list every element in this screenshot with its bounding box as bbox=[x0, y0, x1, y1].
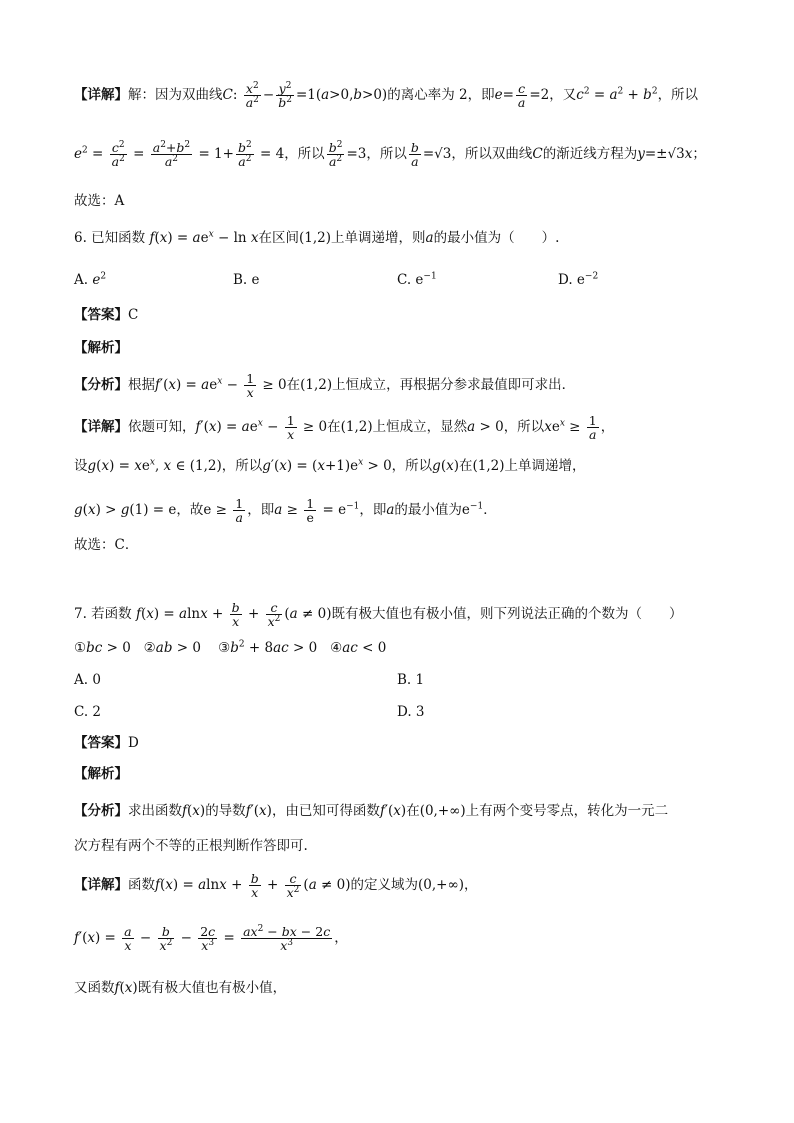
q7-fenxi-line-2: 次方程有两个不等的正根判断作答即可. bbox=[74, 838, 308, 854]
q6-option-a[interactable]: A. $e^2$ bbox=[74, 271, 107, 288]
q7-fenxi-line-1: 【分析】求出函数f(x)的导数f′(x)，由已知可得函数f′(x)在(0,+∞)上有两个变号零点，转化为一元二 bbox=[74, 803, 669, 819]
q6-stem: 6. 已知函数 $f(x) = ae^x - \ln x$在区间(1,2)上单调递增，则a的最小值为（ ）. bbox=[74, 229, 560, 246]
q7-analysis-label: 【解析】 bbox=[74, 766, 128, 782]
q7-statements: ①bc > 0 ②ab > 0 $③b^2 + 8ac > 0$ ④ac < 0 bbox=[74, 639, 387, 656]
q5-detail-line-1: 【详解】解：因为双曲线C: $\frac{x^2}{a^2}$ − $\frac{y^2}{b^2}$ =1(a>0,b>0)的离心率为 2，即e= $\frac{c}{a}$ =2，又$c^2 = a^2 + b^2$，所以 bbox=[74, 80, 699, 111]
q7-stem: 7. 若函数 f(x) = alnx + $\frac{b}{x}$ + $\frac{c}{x^2}$ (a ≠ 0)既有极大值也有极小值，则下列说法正确的个数为（ ） bbox=[74, 600, 683, 630]
q6-answer: 【答案】C bbox=[74, 307, 139, 323]
q7-option-b[interactable]: B. 1 bbox=[397, 672, 425, 688]
q6-detail-line-3: g(x) > g(1) = e，故e ≥ $\frac{1}{a}$ ，即a ≥ $\frac{1}{e}$ = $e^{-1}$，即a的最小值为$e^{-1}$． bbox=[74, 496, 497, 526]
detail-label: 【详解】 bbox=[74, 87, 128, 104]
q5-detail-line-2: $e^2$ = $\frac{c^2}{a^2}$ = $\frac{a^2+b^2}{a^2}$ = 1+ $\frac{b^2}{a^2}$ = 4，所以 $\frac{b^2}{a^2}$ =3，所以 $\frac{b}{a}$ =√3，所以双曲线C的渐近线方程为y=±√3x； bbox=[74, 139, 706, 170]
q6-detail-line-2: 设$g(x) = xe^x$, x ∈ (1,2)，所以$g'(x) = (x+1)e^x > 0$，所以g(x)在(1,2)上单调递增， bbox=[74, 457, 586, 474]
q7-answer: 【答案】D bbox=[74, 735, 139, 751]
q7-detail-line-1: 【详解】函数f(x) = alnx + $\frac{b}{x}$ + $\frac{c}{x^2}$ (a ≠ 0)的定义域为(0,+∞)， bbox=[74, 871, 478, 901]
q6-detail-line-1: 【详解】依题可知，$f'(x) = ae^x$ − $\frac{1}{x}$ ≥ 0在(1,2)上恒成立，显然a > 0，所以$xe^x$ ≥ $\frac{1}{a}$ ， bbox=[74, 413, 615, 443]
q6-option-c[interactable]: C. $e^{-1}$ bbox=[397, 271, 437, 288]
q6-option-d[interactable]: D. $e^{-2}$ bbox=[558, 271, 599, 288]
q7-last-line: 又函数f(x)既有极大值也有极小值， bbox=[74, 980, 287, 996]
q6-select: 故选：C． bbox=[74, 537, 139, 553]
q5-select: 故选：A bbox=[74, 193, 125, 209]
q6-analysis-label: 【解析】 bbox=[74, 340, 128, 356]
q7-option-c[interactable]: C. 2 bbox=[74, 704, 102, 720]
q7-derivative: f′(x) = $\frac{a}{x}$ − $\frac{b}{x^2}$ − $\frac{2c}{x^3}$ = $\frac{ax^2 - bx - 2c}{x^3}$ ， bbox=[74, 923, 348, 954]
q6-option-b[interactable]: B. e bbox=[233, 272, 260, 288]
q7-option-d[interactable]: D. 3 bbox=[397, 704, 425, 720]
q7-option-a[interactable]: A. 0 bbox=[74, 672, 101, 688]
q6-fenxi: 【分析】根据$f'(x) = ae^x$ − $\frac{1}{x}$ ≥ 0在(1,2)上恒成立，再根据分参求最值即可求出． bbox=[74, 371, 576, 401]
